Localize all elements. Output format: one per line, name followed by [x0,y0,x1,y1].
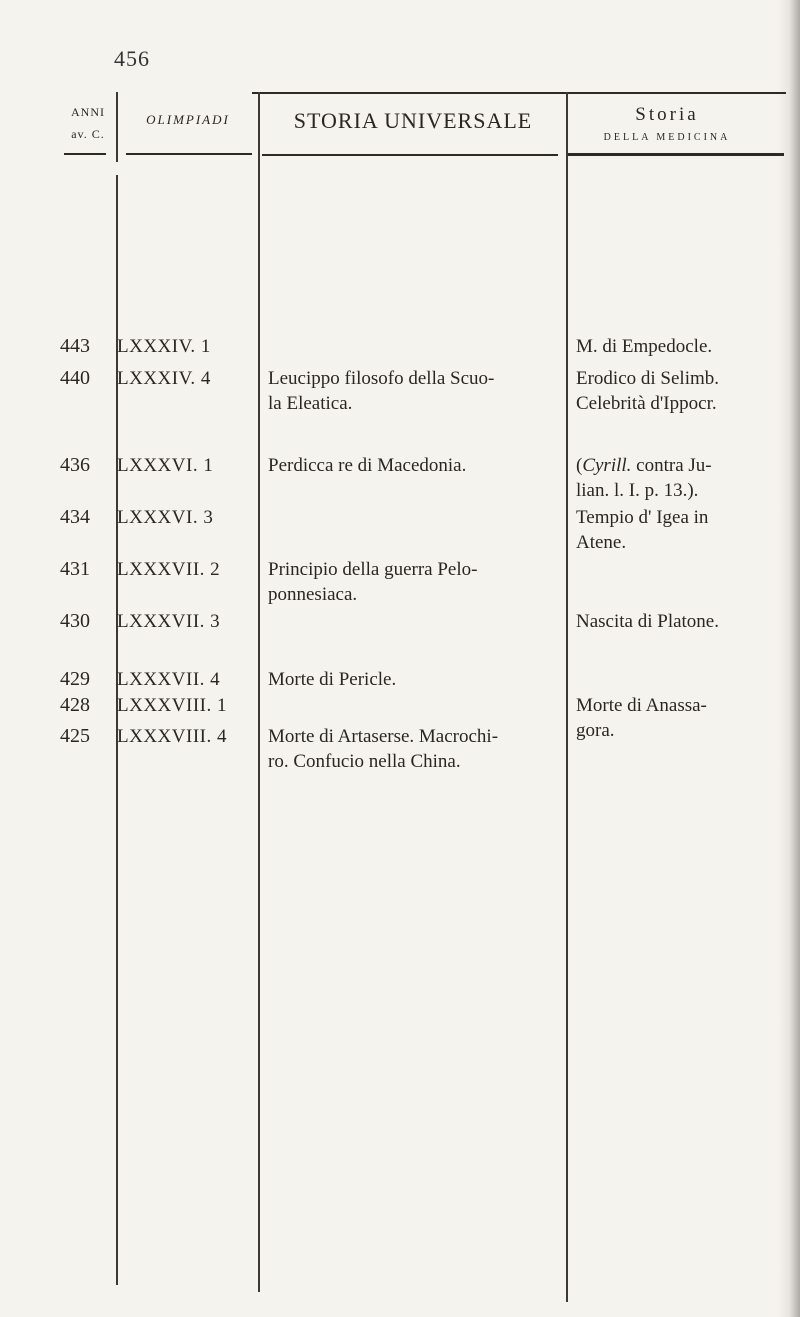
year-cell: 431 [60,558,90,580]
year-cell: 434 [60,506,90,528]
year-cell: 443 [60,335,90,357]
olympiad-cell: LXXXIV. 4 [117,368,211,389]
header-medicine-line1: Storia [635,104,699,125]
year-cell: 436 [60,454,90,476]
citation-text: contra Ju- [631,455,712,476]
header-medicine-line2: DELLA MEDICINA [603,132,731,143]
page-edge-shadow [778,0,800,1317]
header-universal-history: STORIA UNIVERSALE [293,108,533,133]
olympiad-cell: LXXXVII. 3 [117,611,221,632]
medicine-line: lian. l. I. p. 13.). [576,480,699,501]
column-rule-3 [566,92,568,1302]
column-rule-2 [258,92,260,1292]
history-line: Morte di Artaserse. Macrochi- [268,726,499,747]
year-cell: 430 [60,610,90,632]
medicine-line: Erodico di Selimb. [576,368,720,389]
header-years-line1: ANNI [71,105,105,119]
author-name: Cyrill. [582,455,632,476]
olympiad-cell: LXXXVIII. 1 [117,695,227,716]
olympiad-cell: LXXXIV. 1 [117,336,211,357]
year-cell: 440 [60,367,90,389]
header-olympiads: OLIMPIADI [146,112,230,127]
medicine-line: Morte di Anassa- [576,695,707,716]
medicine-line [576,453,772,478]
olympiad-cell: LXXXVIII. 4 [117,726,227,747]
history-line: Principio della guerra Pelo- [268,559,478,580]
medicine-entry-platone: Nascita di Platone. [576,611,719,632]
paren-open: ( [576,455,583,476]
history-line: ro. Confucio nella China. [268,751,461,772]
header-bottom-rule-olympiads [126,153,252,155]
medicine-line: Atene. [576,532,627,553]
medicine-entry-empedocle: M. di Empedocle. [576,336,713,357]
header-top-rule [252,92,786,94]
olympiad-cell: LXXXVII. 4 [117,669,221,690]
medicine-line: gora. [576,720,615,741]
page-number: 456 [114,46,150,71]
history-entry-perdicca: Perdicca re di Macedonia. [268,455,467,476]
medicine-entry-igea [576,505,772,555]
medicine-line: Tempio d' Igea in [576,507,709,528]
history-line: la Eleatica. [268,393,353,414]
medicine-entry-anassagora [576,693,772,743]
olympiad-cell: LXXXVI. 3 [117,507,214,528]
olympiad-cell: LXXXVI. 1 [117,455,214,476]
header-history-of-medicine [566,104,768,143]
medicine-line: Celebrità d'Ippocr. [576,393,717,414]
olympiad-cell: LXXXVII. 2 [117,559,221,580]
header-years [60,104,116,148]
year-cell: 425 [60,725,90,747]
history-line: ponnesiaca. [268,584,358,605]
year-cell: 428 [60,694,90,716]
header-bottom-rule-years [64,153,106,155]
header-years-line2: av. C. [71,127,105,141]
history-entry-peloponnesian-war [268,557,566,607]
medicine-entry-cyrill [576,453,772,503]
history-entry-leucippo [268,366,566,416]
header-bottom-rule-history [262,154,558,156]
history-entry-pericle: Morte di Pericle. [268,669,397,690]
header-bottom-rule-medicine [566,153,784,156]
history-entry-artaserse [268,724,566,774]
medicine-entry-erodico [576,366,772,416]
history-line: Leucippo filosofo della Scuo- [268,368,495,389]
year-cell: 429 [60,668,90,690]
